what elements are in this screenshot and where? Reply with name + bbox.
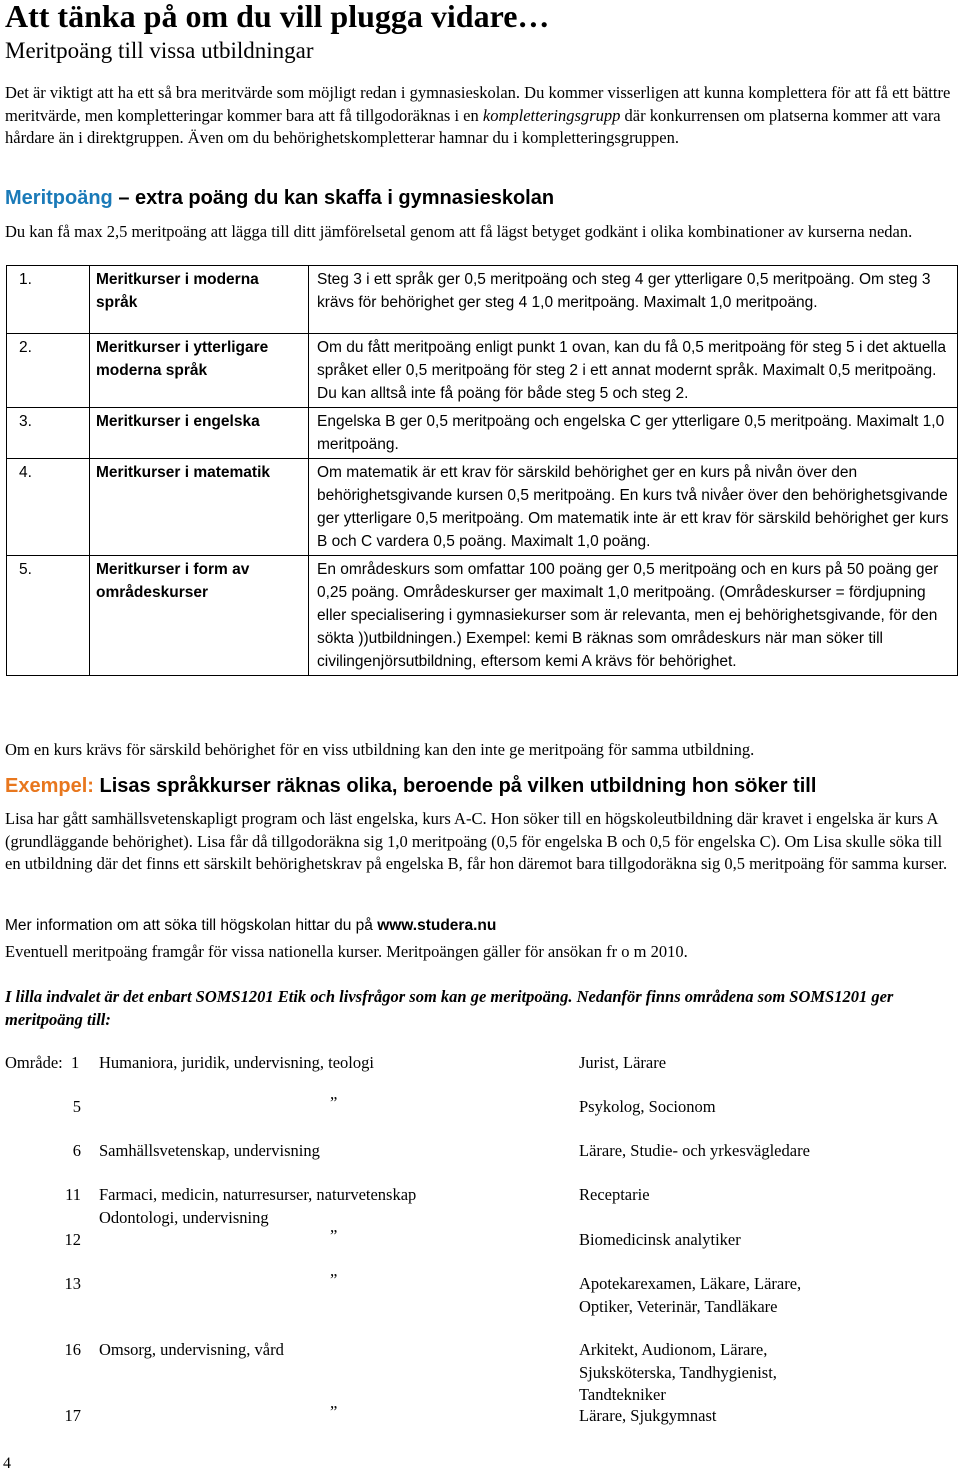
intro-text-part1: Det är viktigt att ha ett så bra meritvärde som möjligt redan i gymnasieskolan. Du kommer visserligen att kunna komplettera för att få ett bättre meritvärde, men kompletteringar kommer bara att få tillgodoräknas i en	[5, 83, 951, 125]
intro-paragraph	[5, 82, 955, 150]
example-text: Lisa har gått samhällsvetenskapligt program och läst engelska, kurs A-C. Hon söker till en högskoleutbildning där kravet i engelska är kurs A (grundläggande behörighet). Lisa får då tillgodoräkna sig 1,0 meritpoäng (0,5 för engelska B och 0,5 för engelska C). Om Lisa skulle söka till en utbildning där det finns ett särskilt behörighetskrav på engelska B, får hon däremot bara tillgodoräkna sig 0,5 meritpoäng för samma kurser.	[5, 809, 948, 873]
merit-title: Meritkurser i moderna språk	[90, 266, 309, 334]
intro-text-part2: där konkurrensen om platserna kommer att vara hårdare än i direktgruppen. Även om du behörighetskompletterar hamnar du i kompletteringsgruppen.	[5, 105, 941, 147]
area-number: 6	[72, 1141, 81, 1160]
area-jobs: Receptarie	[579, 1185, 650, 1204]
intro-text-italic: kompletteringsgrupp	[482, 105, 621, 125]
area-jobs: Arkitekt, Audionom, Lärare, Sjuksköterska, Tandhygienist, Tandtekniker	[579, 1340, 777, 1404]
merit-title: Meritkurser i ytterligare moderna språk	[90, 334, 309, 408]
area-label: Farmaci, medicin, naturresurser, naturvetenskap Odontologi, undervisning	[99, 1185, 417, 1227]
example-heading-accent: Exempel:	[5, 775, 94, 797]
area-label: ”	[330, 1226, 338, 1245]
merit-num: 4.	[7, 459, 90, 556]
area-jobs: Lärare, Studie- och yrkesvägledare	[579, 1141, 810, 1160]
area-jobs: Biomedicinsk analytiker	[579, 1230, 741, 1249]
area-jobs: Apotekarexamen, Läkare, Lärare, Optiker, Veterinär, Tandläkare	[579, 1274, 802, 1316]
area-number: 5	[72, 1097, 81, 1116]
area-jobs: Psykolog, Socionom	[579, 1097, 716, 1116]
area-number: 13	[64, 1274, 81, 1293]
merit-table	[6, 265, 958, 676]
area-prefix: Område:	[5, 1053, 63, 1072]
merit-title: Meritkurser i form av områdeskurser	[90, 556, 309, 676]
meritpoang-heading-rest: – extra poäng du kan skaffa i gymnasieskolan	[112, 187, 555, 209]
merit-num: 1.	[7, 266, 90, 334]
example-heading-rest: Lisas språkkurser räknas olika, beroende på vilken utbildning hon söker till	[93, 775, 817, 797]
merit-num: 3.	[7, 408, 90, 459]
more-info	[5, 915, 496, 937]
merit-num: 2.	[7, 334, 90, 408]
merit-num: 5.	[7, 556, 90, 676]
page-subtitle: Meritpoäng till vissa utbildningar	[5, 38, 314, 63]
merit-title: Meritkurser i engelska	[90, 408, 309, 459]
area-number: 11	[65, 1185, 81, 1204]
area-label: Samhällsvetenskap, undervisning	[99, 1141, 320, 1160]
merit-desc: Om matematik är ett krav för särskild behörighet ger en kurs på nivån över den behörighetsgivande kursen 0,5 meritpoäng. En kurs två nivåer över den behörighetsgivande ger ytterligare 0,5 meritpoäng. Om matematik inte är ett krav för särskild behörighet ger kurs B och C vardera 0,5 poäng. Maximalt 1,0 poäng.	[309, 459, 958, 556]
more-info-text: Mer information om att söka till högskolan hittar du på	[5, 917, 378, 934]
merit-title: Meritkurser i matematik	[90, 459, 309, 556]
meritpoang-heading-accent: Meritpoäng	[5, 187, 113, 209]
area-number: 1	[71, 1053, 80, 1072]
area-jobs: Jurist, Lärare	[579, 1053, 667, 1072]
area-label: ”	[330, 1402, 338, 1421]
table-row	[7, 459, 958, 556]
area-jobs: Lärare, Sjukgymnast	[579, 1406, 717, 1425]
national-courses-note: Eventuell meritpoäng framgår för vissa nationella kurser. Meritpoängen gäller för ansökan fr o m 2010.	[5, 942, 688, 961]
area-number: 16	[64, 1340, 81, 1359]
page-number: 4	[3, 1455, 11, 1472]
example-heading	[5, 773, 816, 799]
table-row	[7, 266, 958, 334]
area-number: 17	[64, 1406, 81, 1425]
meritpoang-intro: Du kan få max 2,5 meritpoäng att lägga till ditt jämförelsetal genom att få lägst betyget godkänt i olika kombinationer av kurserna nedan.	[5, 222, 913, 241]
meritpoang-heading	[5, 185, 554, 211]
merit-desc: En områdeskurs som omfattar 100 poäng ger 0,5 meritpoäng och en kurs på 50 poäng ger 0,25 poäng. Områdeskurser ger maximalt 1,0 meritpoäng. (Områdeskurser = fördjupning eller specialisering i gymnasiekurser som är relevanta, men ej behörighetsgivande, för den sökta ))utbildningen.) Exempel: kemi B räknas som områdeskurs när man söker till civilingenjörsutbildning, eftersom kemi A krävs för behörighet.	[309, 556, 958, 676]
page-title: Att tänka på om du vill plugga vidare…	[5, 0, 550, 34]
table-row	[7, 334, 958, 408]
area-label: Humaniora, juridik, undervisning, teologi	[99, 1053, 374, 1072]
merit-desc: Engelska B ger 0,5 meritpoäng och engelska C ger ytterligare 0,5 meritpoäng. Maximalt 1,0 meritpoäng.	[309, 408, 958, 459]
area-label: ”	[330, 1270, 338, 1289]
merit-desc: Om du fått meritpoäng enligt punkt 1 ovan, kan du få 0,5 meritpoäng för steg 5 i det aktuella språket eller 0,5 meritpoäng för steg 2 i ett annat modernt språk. Maximalt 0,5 meritpoäng. Du kan alltså inte få poäng för både steg 5 och steg 2.	[309, 334, 958, 408]
area-number: 12	[64, 1230, 81, 1249]
table-row	[7, 556, 958, 676]
area-label: ”	[330, 1093, 338, 1112]
lilla-indvalet-note: I lilla indvalet är det enbart SOMS1201 Etik och livsfrågor som kan ge meritpoäng. Nedanför finns områdena som SOMS1201 ger meritpoäng till:	[5, 987, 894, 1029]
studera-link[interactable]: www.studera.nu	[377, 917, 497, 934]
special-requirement-note: Om en kurs krävs för särskild behörighet för en viss utbildning kan den inte ge meritpoäng för samma utbildning.	[5, 740, 755, 759]
table-row	[7, 408, 958, 459]
area-label: Omsorg, undervisning, vård	[99, 1340, 284, 1359]
merit-desc: Steg 3 i ett språk ger 0,5 meritpoäng och steg 4 ger ytterligare 0,5 meritpoäng. Om steg 3 krävs för behörighet ger steg 4 1,0 meritpoäng. Maximalt 1,0 meritpoäng.	[309, 266, 958, 334]
